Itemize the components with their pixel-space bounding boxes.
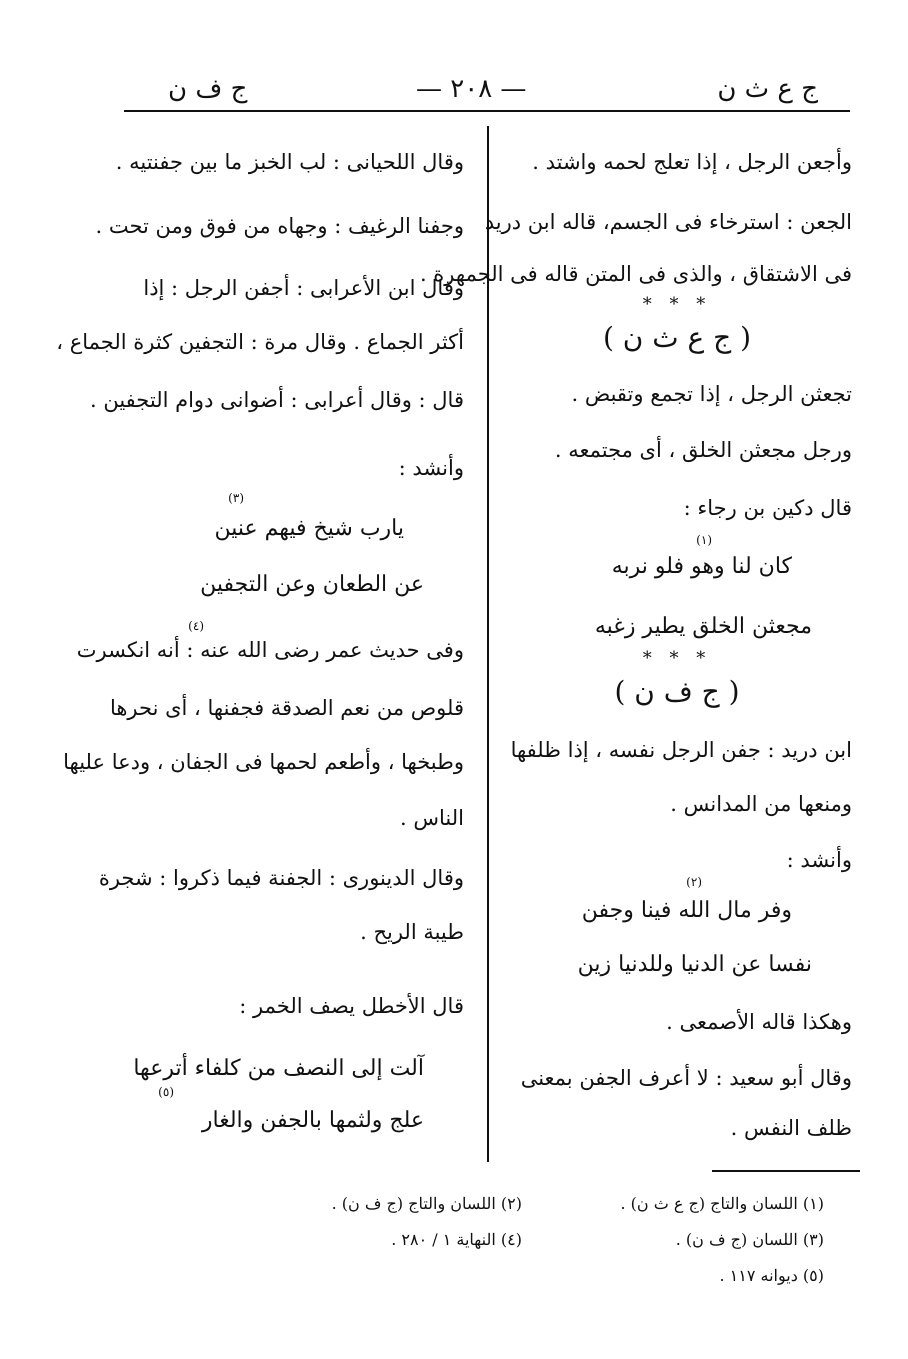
text-line: وقال أبو سعيد : لا أعرف الجفن بمعنى — [520, 1066, 852, 1090]
text-line: ابن دريد : جفن الرجل نفسه ، إذا ظلفها — [510, 738, 852, 762]
root-heading: ( ج ف ن ) — [614, 675, 740, 708]
footnote-marker: (٥) — [158, 1085, 174, 1099]
footnote: (٤) النهاية ١ / ٢٨٠ . — [391, 1230, 522, 1249]
footnote-marker: (١) — [696, 533, 712, 547]
verse-line: مجعثن الخلق يطير زغبه — [594, 614, 812, 639]
text-line: وأجعن الرجل ، إذا تعلج لحمه واشتد . — [532, 150, 852, 174]
text-line: الناس . — [400, 806, 464, 830]
text-line: وقال ابن الأعرابى : أجفن الرجل : إذا — [143, 276, 464, 300]
verse-line: كان لنا وهو فلو نربه — [611, 554, 792, 579]
text-line: وأنشد : — [398, 456, 464, 480]
verse-line: نفسا عن الدنيا وللدنيا زين — [577, 952, 812, 977]
text-line: وأنشد : — [786, 848, 852, 872]
footnote: (١) اللسان والتاج (ج ع ث ن) . — [620, 1194, 824, 1213]
footnote-marker: (٣) — [228, 491, 244, 505]
text-line: طيبة الريح . — [360, 920, 464, 944]
footnote: (٥) ديوانه ١١٧ . — [719, 1266, 824, 1285]
text-line: الجعن : استرخاء فى الجسم، قاله ابن دريد — [484, 210, 852, 234]
text-line: ومنعها من المدانس . — [670, 792, 852, 816]
verse-line: آلت إلى النصف من كلفاء أترعها — [133, 1056, 424, 1081]
text-line: وجفنا الرغيف : وجهاه من فوق ومن تحت . — [95, 214, 464, 238]
text-line: وهكذا قاله الأصمعى . — [666, 1010, 852, 1034]
section-divider-stars: * * * — [642, 294, 712, 315]
footnote-rule — [712, 1170, 860, 1172]
verse-line: وفر مال الله فينا وجفن — [581, 898, 792, 923]
text-line: قال دكين بن رجاء : — [683, 496, 852, 520]
footnote: (٣) اللسان (ج ف ن) . — [675, 1230, 824, 1249]
text-line: وقال الدينورى : الجفنة فيما ذكروا : شجرة — [98, 866, 464, 890]
footnote-marker: (٢) — [686, 875, 702, 889]
text-line: ظلف النفس . — [730, 1116, 852, 1140]
text-line: أكثر الجماع . وقال مرة : التجفين كثرة الجماع ، — [56, 330, 464, 354]
text-line: قال : وقال أعرابى : أضوانى دوام التجفين . — [90, 388, 464, 412]
page-number: — ٢٠٨ — — [416, 74, 527, 104]
header-right-root: ج ع ث ن — [717, 74, 818, 104]
root-heading: ( ج ع ث ن ) — [602, 321, 752, 354]
text-line: وطبخها ، وأطعم لحمها فى الجفان ، ودعا عليها — [63, 750, 464, 774]
verse-line: يارب شيخ فيهم عنين — [214, 516, 404, 541]
text-line: قلوص من نعم الصدقة فجفنها ، أى نحرها — [109, 696, 464, 720]
verse-line: علج ولثمها بالجفن والغار — [201, 1108, 424, 1133]
text-line: تجعثن الرجل ، إذا تجمع وتقبض . — [571, 382, 852, 406]
text-line: فى الاشتقاق ، والذى فى المتن قاله فى الجمهرة . — [419, 262, 852, 286]
section-divider-stars: * * * — [642, 648, 712, 669]
header-rule — [124, 110, 850, 112]
text-line: وقال اللحيانى : لب الخبز ما بين جفنتيه . — [115, 150, 464, 174]
text-line: ورجل مجعثن الخلق ، أى مجتمعه . — [554, 438, 852, 462]
text-line: وفى حديث عمر رضى الله عنه : أنه انكسرت — [76, 638, 464, 662]
verse-line: عن الطعان وعن التجفين — [200, 572, 424, 597]
footnote-marker: (٤) — [188, 619, 204, 633]
text-line: قال الأخطل يصف الخمر : — [239, 994, 464, 1018]
header-left-root: ج ف ن — [168, 74, 248, 104]
footnote: (٢) اللسان والتاج (ج ف ن) . — [331, 1194, 522, 1213]
